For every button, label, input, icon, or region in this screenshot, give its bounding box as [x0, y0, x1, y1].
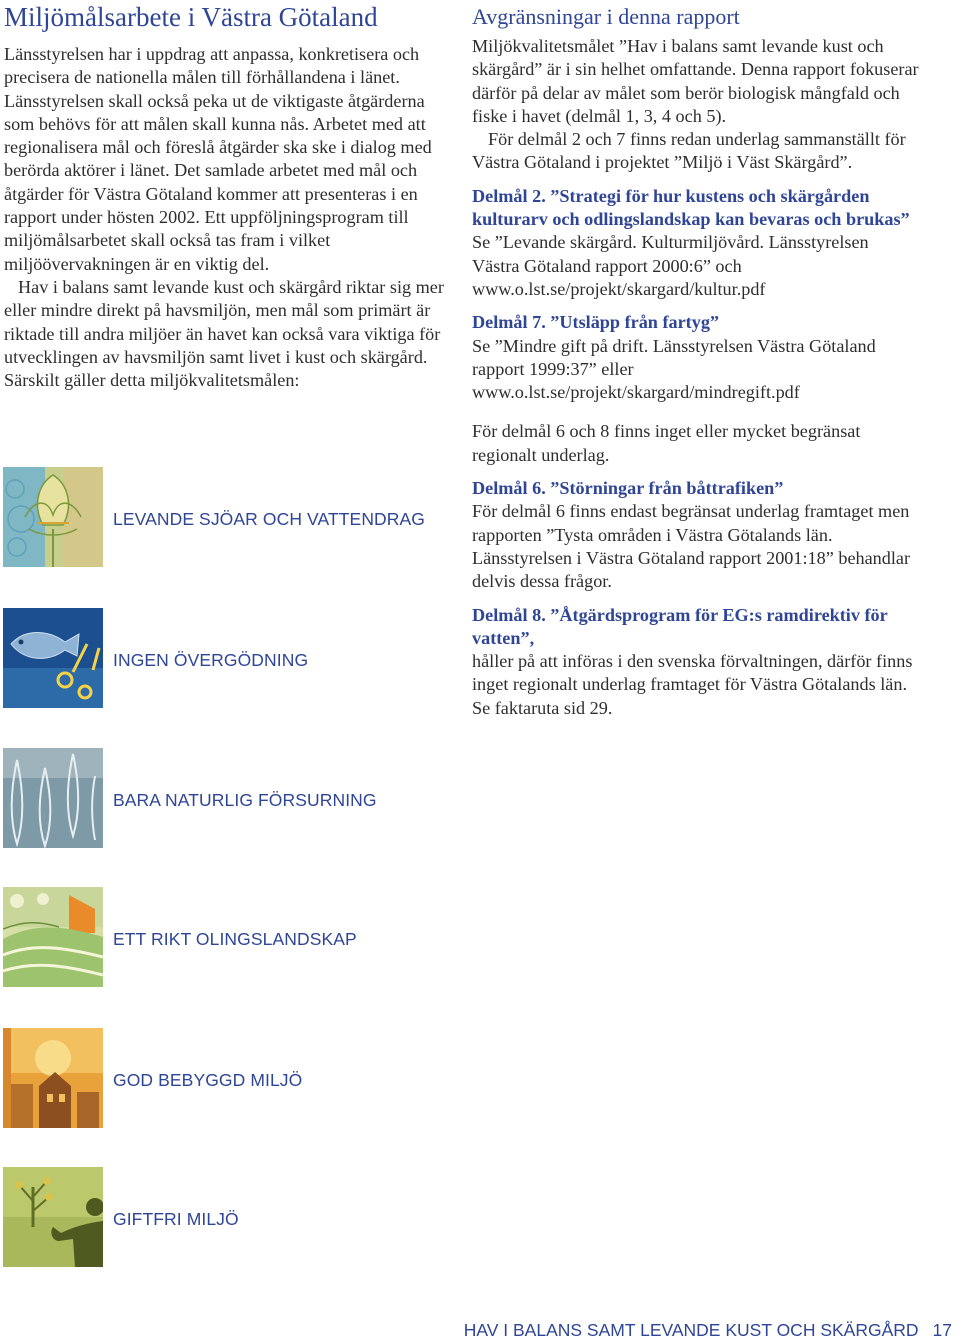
goal-item-ett-rikt-odlingslandskap: [3, 887, 423, 987]
running-title: HAV I BALANS SAMT LEVANDE KUST OCH SKÄRGÅRD: [463, 1320, 919, 1340]
right-body-text: [472, 35, 920, 720]
goal-label: GOD BEBYGGD MILJÖ: [113, 1070, 303, 1090]
goal-item-giftfri-miljo: [3, 1167, 423, 1267]
goal-item-levande-sjoar: [3, 467, 426, 567]
goal-label: GIFTFRI MILJÖ: [113, 1209, 239, 1229]
delmal-8-heading: Delmål 8. ”Åtgärdsprogram för EG:s ramdirektiv för vatten”,: [472, 604, 888, 648]
page-number: 17: [932, 1320, 952, 1340]
delmal-2-heading: Delmål 2. ”Strategi för hur kustens och skärgården kulturarv och odlingslandskap kan bevaras och brukas”: [472, 185, 910, 230]
delmal-7-heading: Delmål 7. ”Utsläpp från fartyg”: [472, 312, 720, 333]
goal-label: BARA NATURLIG FÖRSURNING: [113, 790, 377, 810]
page-title: Miljömålsarbete i Västra Götaland: [4, 2, 378, 32]
second-paragraph: Hav i balans samt levande kust och skärgård riktar sig mer eller mindre direkt på havsmiljön, men mål som primärt är riktade till andra miljöer än havet kan också vara viktiga för utvecklingen av havsmiljön samt livet i kust och skärgård. Särskilt gäller detta miljökvalitetsmålen:: [4, 276, 444, 391]
person-tree-icon: [3, 1167, 103, 1267]
goal-label: LEVANDE SJÖAR OCH VATTENDRAG: [113, 509, 426, 529]
scope-paragraph-2: För delmål 2 och 7 finns redan underlag sammanställt för Västra Götaland i projektet ”Miljö i Väst Skärgård”.: [472, 129, 906, 173]
raindrops-icon: [3, 748, 103, 848]
water-lily-icon: [3, 467, 103, 567]
intro-paragraph: Länsstyrelsen har i uppdrag att anpassa, konkretisera och precisera de nationella målen till förhållandena i länet. Länsstyrelsen skall också peka ut de viktigaste åtgärderna som behövs för att målen skall kunna nås. Arbetet med att regionalisera mål och föreslå åtgärder ska ske i dialog med berörda aktörer i länet. Det samlade arbetet med mål och åtgärder för Västra Götaland kommer att presenteras i en rapport under hösten 2002. Ett uppföljningsprogram till miljömålsarbetet skall också tas fram i vilket miljöövervakningen är en viktig del.: [4, 44, 432, 274]
goal-item-bara-naturlig-forsurning: [3, 748, 423, 848]
fish-icon: [3, 608, 103, 708]
delmal-7-text: Se ”Mindre gift på drift. Länsstyrelsen Västra Götaland rapport 1999:37” eller www.o.lst.se/projekt/skargard/mindregift.pdf: [472, 335, 876, 403]
scope-paragraph: Miljökvalitetsmålet ”Hav i balans samt levande kust och skärgård” är i sin helhet omfattande. Denna rapport fokuserar därför på delar av målet som berör biologisk mångfald och fiske i havet (delmål 1, 3, 4 och 5).: [472, 36, 919, 126]
section-title: Avgränsningar i denna rapport: [472, 4, 740, 29]
page-footer: [464, 1320, 952, 1341]
goal-item-ingen-overgodning: [3, 608, 423, 708]
town-icon: [3, 1028, 103, 1128]
goal-label: INGEN ÖVERGÖDNING: [113, 650, 309, 670]
delmal-6-text: För delmål 6 finns endast begränsat underlag framtaget men rapporten ”Tysta områden i Västra Götalands län. Länsstyrelsen i Västra Götaland rapport 2001:18” behandlar delvis dessa frågor.: [472, 501, 911, 592]
delmal-8-text: håller på att införas i den svenska förvaltningen, därför finns inget regionalt underlag framtaget för Västra Götalands län. Se faktaruta sid 29.: [472, 651, 913, 718]
goal-label: ETT RIKT OLINGSLANDSKAP: [113, 929, 357, 949]
delmal-2-text: Se ”Levande skärgård. Kulturmiljövård. Länsstyrelsen Västra Götaland rapport 2000:6” och www.o.lst.se/projekt/skargard/kultur.pdf: [472, 232, 869, 299]
delmal-6-8-text: För delmål 6 och 8 finns inget eller mycket begränsat regionalt underlag.: [472, 421, 861, 465]
goal-item-god-bebyggd-miljo: [3, 1028, 423, 1128]
delmal-6-heading: Delmål 6. ”Störningar från båttrafiken”: [472, 478, 784, 499]
landscape-icon: [3, 887, 103, 987]
left-body-text: [4, 43, 450, 392]
